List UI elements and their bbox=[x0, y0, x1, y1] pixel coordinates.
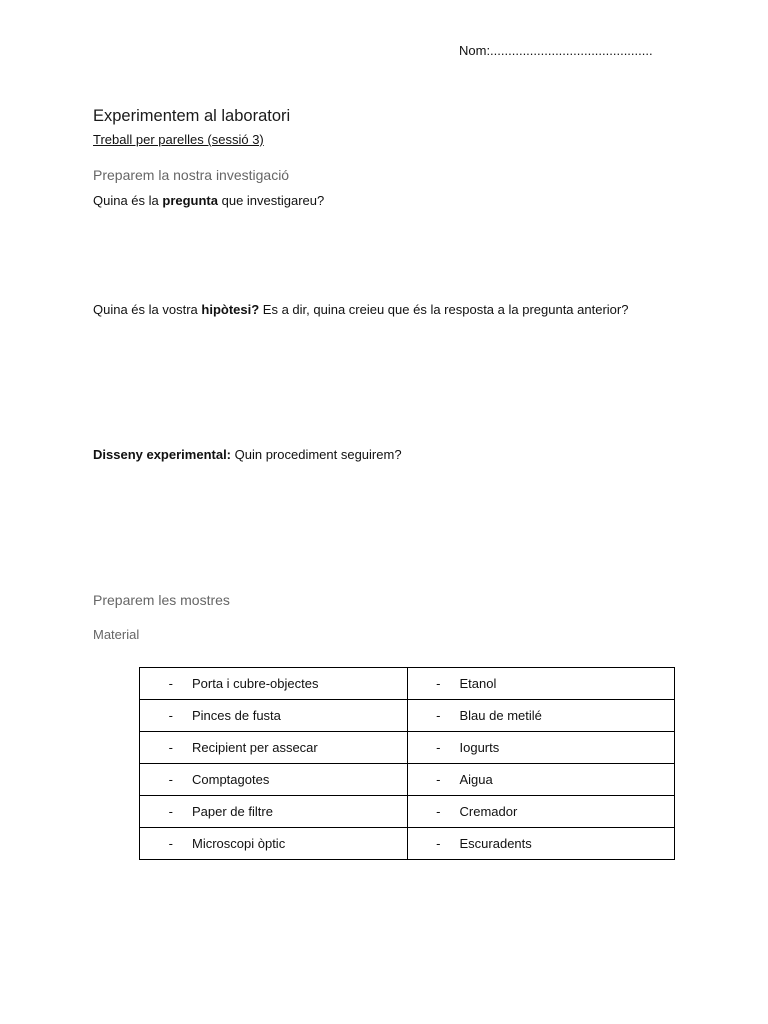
page-subtitle: Treball per parelles (sessió 3) bbox=[93, 132, 264, 147]
material-cell-right bbox=[407, 668, 675, 700]
list-dash: - bbox=[436, 772, 441, 787]
material-cell-right bbox=[407, 732, 675, 764]
question-keyword: pregunta bbox=[162, 193, 218, 208]
material-item: Paper de filtre bbox=[192, 804, 273, 819]
material-cell-right bbox=[407, 700, 675, 732]
question-keyword: hipòtesi? bbox=[201, 302, 260, 317]
material-cell-left bbox=[140, 828, 408, 860]
material-row bbox=[140, 732, 675, 764]
material-cell-right bbox=[407, 796, 675, 828]
list-dash: - bbox=[168, 804, 173, 819]
material-item: Microscopi òptic bbox=[192, 836, 286, 851]
material-heading: Material bbox=[93, 627, 140, 642]
list-dash: - bbox=[436, 804, 441, 819]
question-hipotesi bbox=[93, 301, 675, 319]
question-text: que investigareu? bbox=[218, 193, 325, 208]
section-heading-investigation: Preparem la nostra investigació bbox=[93, 167, 290, 183]
list-dash: - bbox=[168, 772, 173, 787]
list-dash: - bbox=[168, 676, 173, 691]
material-row bbox=[140, 700, 675, 732]
page-title: Experimentem al laboratori bbox=[93, 107, 291, 125]
list-dash: - bbox=[168, 836, 173, 851]
list-dash: - bbox=[168, 740, 173, 755]
question-text: Quina és la bbox=[93, 193, 163, 208]
material-cell-left bbox=[140, 700, 408, 732]
material-row bbox=[140, 764, 675, 796]
material-item: Iogurts bbox=[459, 740, 500, 755]
material-item: Comptagotes bbox=[192, 772, 270, 787]
list-dash: - bbox=[436, 740, 441, 755]
name-field-label: Nom:............................................. bbox=[459, 43, 653, 58]
list-dash: - bbox=[436, 836, 441, 851]
material-cell-left bbox=[140, 764, 408, 796]
question-disseny bbox=[93, 446, 675, 464]
material-item: Recipient per assecar bbox=[192, 740, 318, 755]
material-item: Aigua bbox=[459, 772, 493, 787]
material-item: Pinces de fusta bbox=[192, 708, 281, 723]
list-dash: - bbox=[168, 708, 173, 723]
question-text: Quin procediment seguirem? bbox=[231, 447, 402, 462]
question-text: Quina és la vostra bbox=[93, 302, 202, 317]
question-pregunta bbox=[93, 192, 675, 210]
material-item: Porta i cubre-objectes bbox=[192, 676, 319, 691]
material-row bbox=[140, 828, 675, 860]
material-row bbox=[140, 668, 675, 700]
material-item: Escuradents bbox=[459, 836, 532, 851]
material-cell-left bbox=[140, 796, 408, 828]
material-table bbox=[139, 667, 675, 860]
material-row bbox=[140, 796, 675, 828]
material-cell-left bbox=[140, 732, 408, 764]
list-dash: - bbox=[436, 708, 441, 723]
material-cell-right bbox=[407, 764, 675, 796]
material-item: Blau de metilé bbox=[459, 708, 542, 723]
question-text: Es a dir, quina creieu que és la resposta a la pregunta anterior? bbox=[259, 302, 629, 317]
list-dash: - bbox=[436, 676, 441, 691]
question-keyword: Disseny experimental: bbox=[93, 447, 232, 462]
material-cell-right bbox=[407, 828, 675, 860]
material-cell-left bbox=[140, 668, 408, 700]
section-heading-samples: Preparem les mostres bbox=[93, 592, 230, 608]
material-item: Etanol bbox=[459, 676, 497, 691]
material-item: Cremador bbox=[459, 804, 518, 819]
